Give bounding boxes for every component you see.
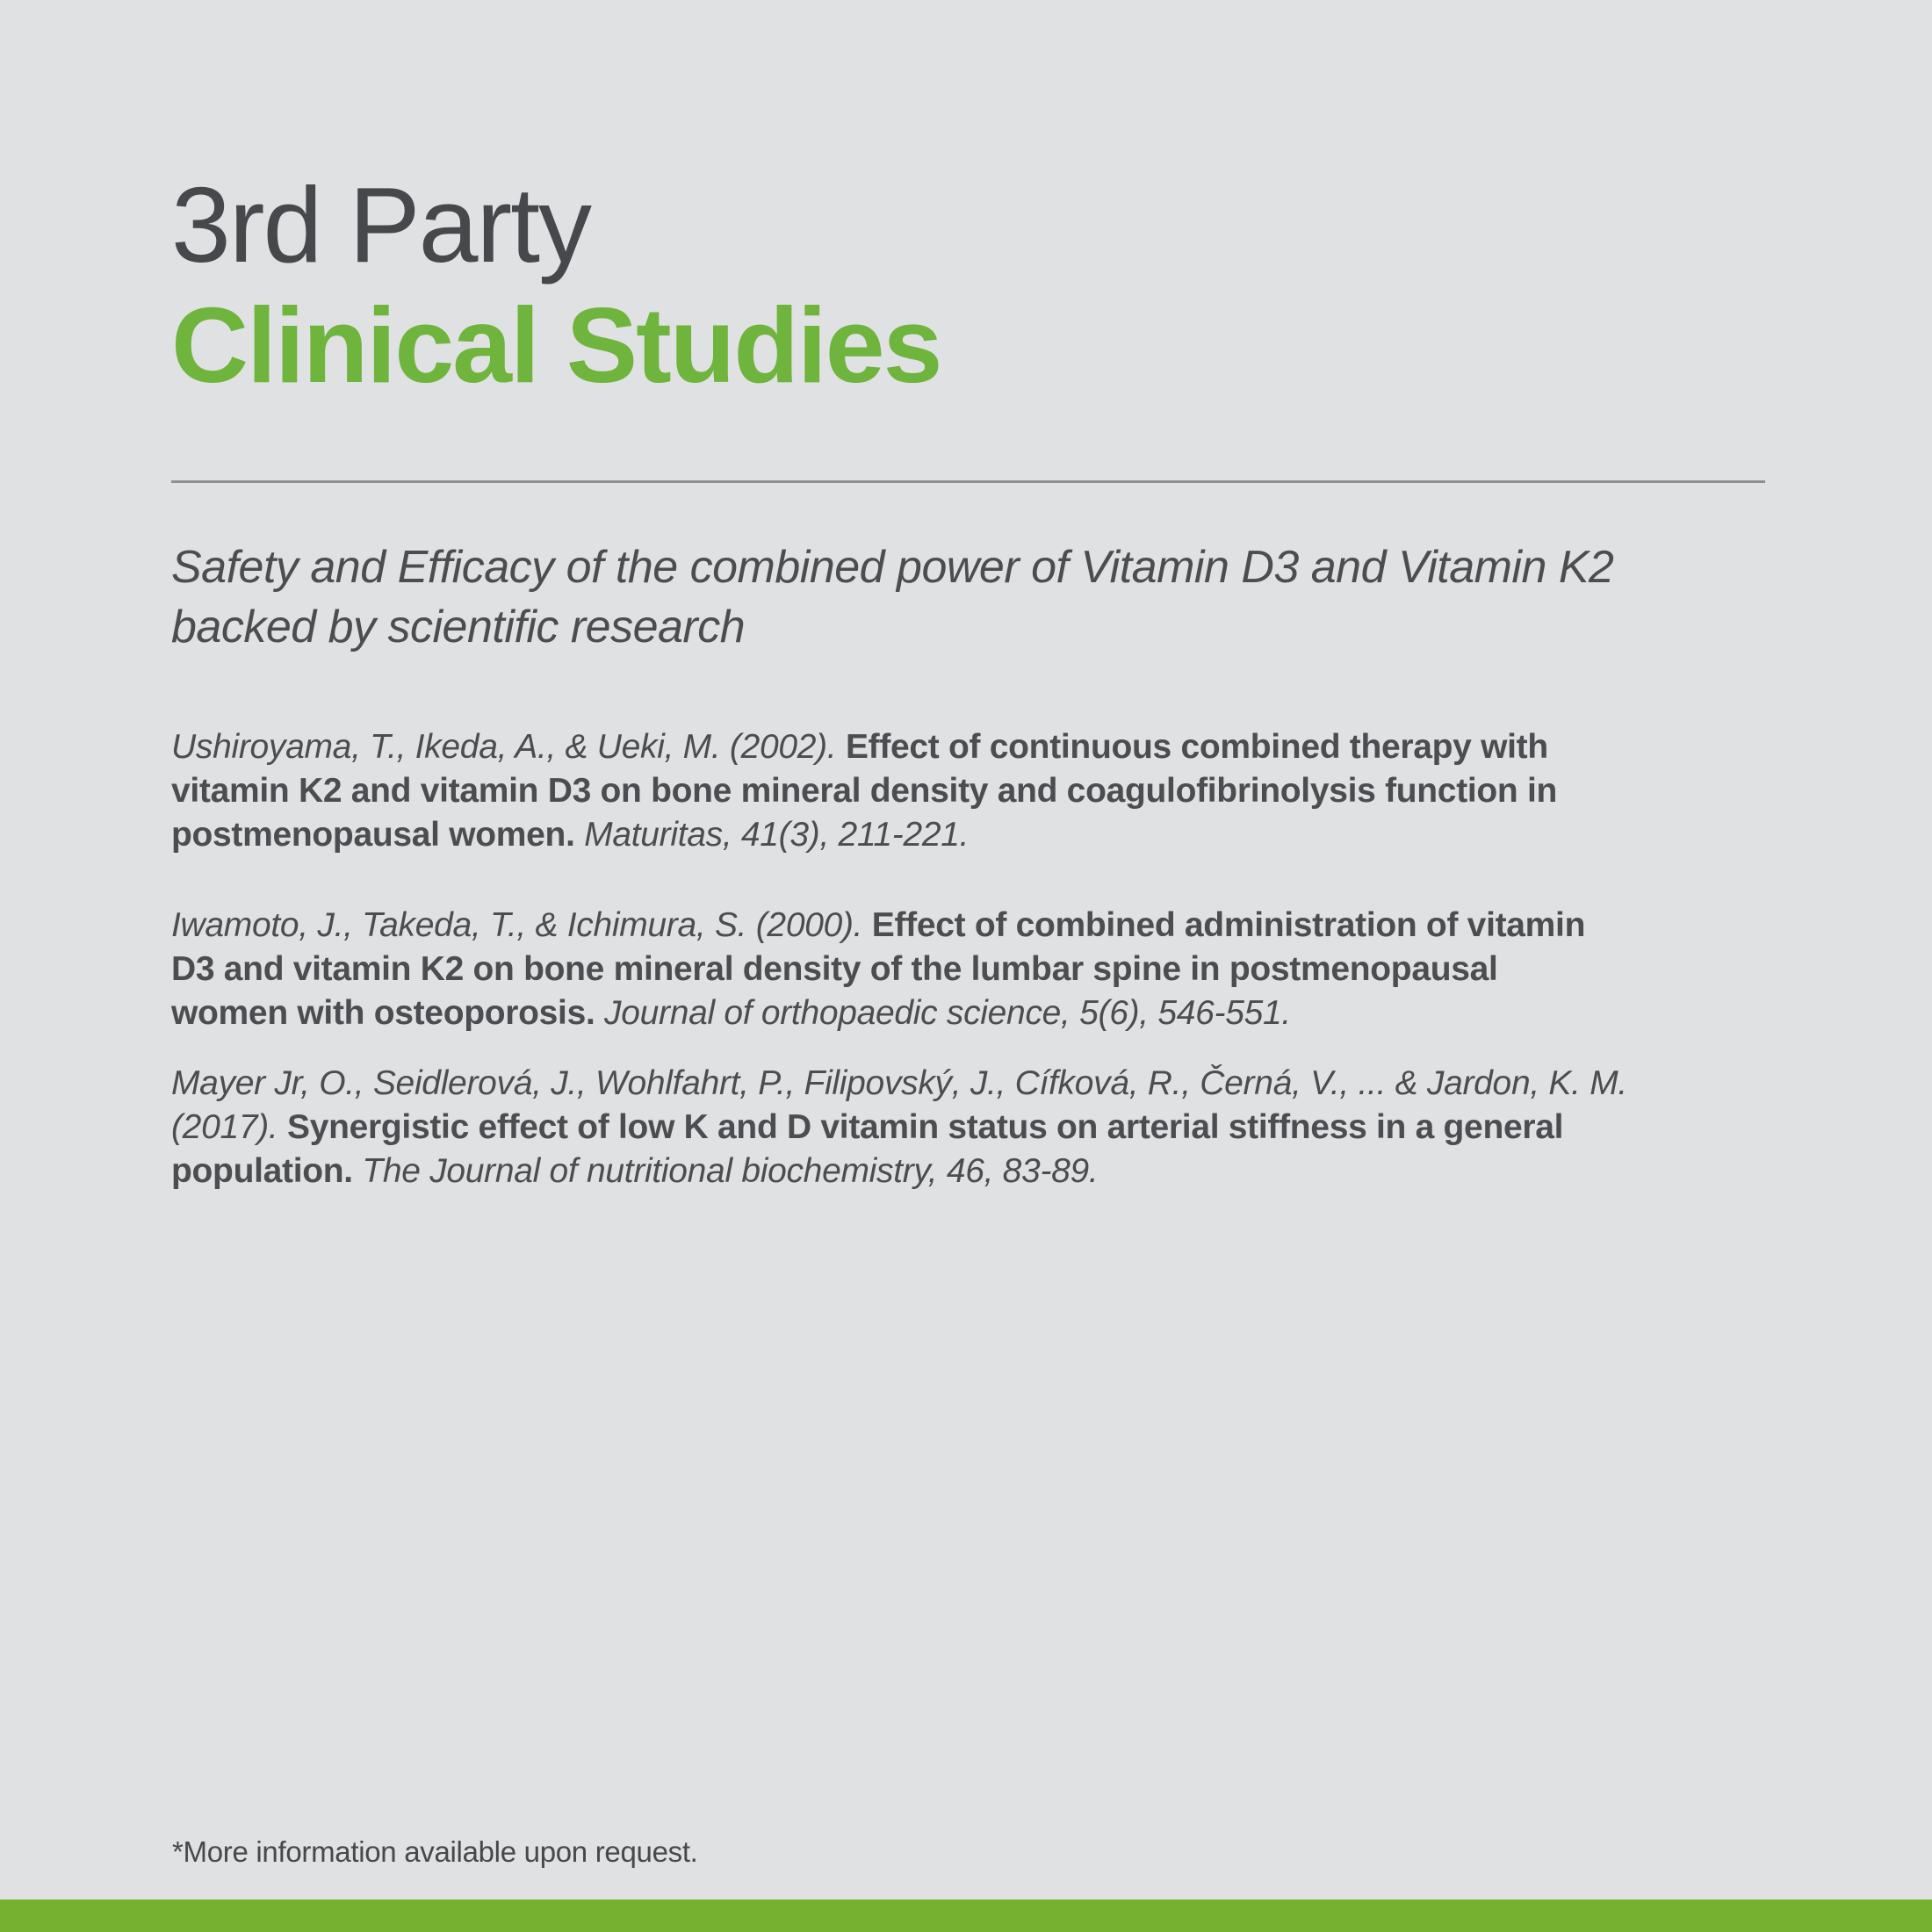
page-title-line2: Clinical Studies (171, 285, 941, 405)
page-content (0, 165, 1932, 1193)
divider-line (171, 480, 1765, 483)
subtitle-line: Safety and Efficacy of the combined power of Vitamin D3 and Vitamin K2 (171, 542, 1614, 593)
bottom-accent-bar (0, 1900, 1932, 1932)
citation (171, 1062, 1765, 1193)
citation-title-text: Synergistic effect of low K and D vitamin status on arterial stiffness in a general (287, 1108, 1564, 1146)
citation-line (171, 813, 1765, 857)
subtitle-line: backed by scientific research (171, 602, 746, 652)
citation-source-text: (2017). (171, 1108, 288, 1146)
citation-line (171, 948, 1765, 991)
citation-line (171, 769, 1765, 813)
citation-line (171, 1062, 1765, 1106)
citation (171, 904, 1765, 1035)
citation (171, 725, 1765, 857)
footer-note: *More information available upon request. (172, 1835, 698, 1868)
citation-source-text: Ushiroyama, T., Ikeda, A., & Ueki, M. (2002). (171, 728, 846, 766)
citation-title-text: postmenopausal women. (171, 816, 585, 854)
citation-source-text: Maturitas, 41(3), 211-221. (584, 816, 970, 854)
citation-list (171, 725, 1765, 1193)
citation-line (171, 1106, 1765, 1150)
citation-source-text: Iwamoto, J., Takeda, T., & Ichimura, S. (2000). (171, 906, 872, 944)
citation-title-text: Effect of continuous combined therapy with (845, 728, 1548, 766)
page-title-line1: 3rd Party (171, 165, 590, 285)
page-title (171, 165, 1765, 406)
citation-line (171, 1150, 1765, 1193)
citation-line (171, 991, 1765, 1035)
citation-title-text: population. (171, 1152, 363, 1190)
citation-title-text: vitamin K2 and vitamin D3 on bone mineral density and coagulofibrinolysis function in (171, 772, 1558, 810)
citation-source-text: Journal of orthopaedic science, 5(6), 546-551. (604, 994, 1291, 1032)
citation-line (171, 904, 1765, 948)
subtitle (171, 537, 1765, 657)
citation-line (171, 725, 1765, 769)
citation-title-text: D3 and vitamin K2 on bone mineral density of the lumbar spine in postmenopausal (171, 950, 1498, 988)
citation-title-text: women with osteoporosis. (171, 994, 605, 1032)
citation-source-text: The Journal of nutritional biochemistry, 46, 83-89. (362, 1152, 1099, 1190)
citation-source-text: Mayer Jr, O., Seidlerová, J., Wohlfahrt, P., Filipovský, J., Cífková, R., Černá, V., ... & Jardon, K. M. (171, 1064, 1627, 1102)
citation-title-text: Effect of combined administration of vitamin (871, 906, 1586, 944)
